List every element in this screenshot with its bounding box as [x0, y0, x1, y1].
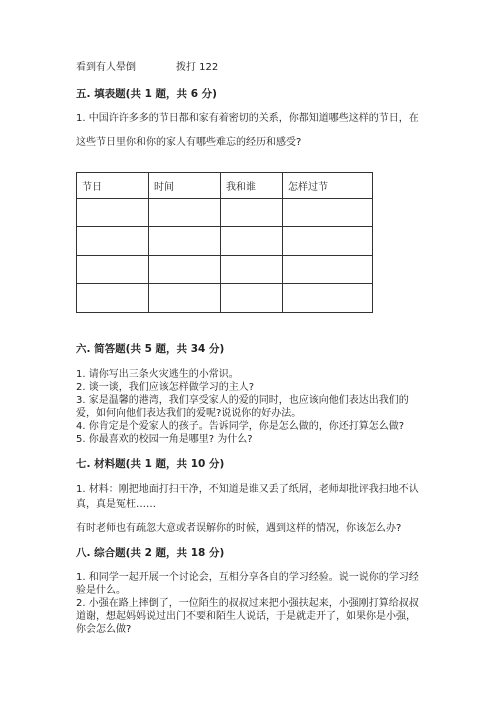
table-cell[interactable]: [221, 227, 283, 255]
table-row: [77, 227, 373, 255]
table-cell[interactable]: [283, 255, 373, 283]
table-cell[interactable]: [283, 199, 373, 227]
section5-question-line1: 1. 中国许许多多的节日都和家有着密切的关系，你都知道哪些这样的节日，在: [76, 113, 419, 124]
question-line: 5. 你最喜欢的校园一角是哪里? 为什么?: [76, 434, 253, 445]
table-row: [77, 284, 373, 312]
table-row: [77, 199, 373, 227]
table-cell[interactable]: [149, 255, 221, 283]
material-line: 1. 材料：刚把地面打扫干净，不知道是谁又丢了纸屑，老师却批评我扫地不认: [76, 484, 419, 495]
question-line: 爱，如何向他们表达我们的爱呢?说说你的好办法。: [76, 408, 302, 419]
table-cell[interactable]: [283, 227, 373, 255]
table-cell[interactable]: [149, 284, 221, 312]
table-cell[interactable]: [221, 199, 283, 227]
question-line: 1. 和同学一起开展一个讨论会，互相分享各自的学习经验。说一说你的学习经: [76, 572, 419, 583]
table-cell[interactable]: [221, 284, 283, 312]
question-line: 验是什么。: [76, 585, 126, 596]
table-cell[interactable]: [77, 227, 149, 255]
section7-material: [76, 483, 419, 511]
section7-heading: 七. 材料题(共 1 题，共 10 分): [76, 458, 225, 470]
table-row: [77, 255, 373, 283]
top-line-left: 看到有人晕倒: [76, 62, 136, 73]
question-line: 2. 小强在路上摔倒了，一位陌生的叔叔过来把小强扶起来，小强刚打算给叔叔: [76, 598, 419, 609]
section5-question-line2: 这些节日里你和你的家人有哪些难忘的经历和感受?: [76, 137, 302, 148]
section8-heading: 八. 综合题(共 2 题，共 18 分): [76, 547, 225, 559]
question-line: 3. 家是温馨的港湾，我们享受家人的爱的同时，也应该向他们表达出我们的: [76, 395, 409, 406]
table-cell[interactable]: [77, 255, 149, 283]
section8-questions: [76, 571, 419, 636]
table-header-cell: 时间: [149, 173, 221, 199]
holiday-table: [76, 172, 373, 313]
table-cell[interactable]: [149, 199, 221, 227]
table-header-cell: 节日: [77, 173, 149, 199]
question-line: 道谢，想起妈妈说过出门不要和陌生人说话，于是就走开了，如果你是小强，: [76, 611, 416, 622]
table-header-cell: 怎样过节: [283, 173, 373, 199]
question-line: 你会怎么做?: [76, 624, 132, 635]
section6-heading: 六. 简答题(共 5 题，共 34 分): [76, 343, 225, 355]
top-line-right: 拨打 122: [176, 62, 219, 73]
table-header-cell: 我和谁: [221, 173, 283, 199]
section5-heading: 五. 填表题(共 1 题，共 6 分): [76, 88, 217, 100]
table-cell[interactable]: [149, 227, 221, 255]
question-line: 4. 你肯定是个爱家人的孩子。告诉同学，你是怎么做的，你还打算怎么做?: [76, 421, 405, 432]
table-cell[interactable]: [283, 284, 373, 312]
table-cell[interactable]: [77, 284, 149, 312]
section6-questions: [76, 368, 409, 446]
section7-question: 有时老师也有疏忽大意或者误解你的时候，遇到这样的情况，你该怎么办?: [76, 523, 402, 534]
table-cell[interactable]: [77, 199, 149, 227]
material-line: 真，真是冤枉……: [76, 499, 156, 510]
table-header-row: [77, 173, 373, 199]
question-line: 2. 谈一谈，我们应该怎样做学习的主人?: [76, 382, 255, 393]
table-cell[interactable]: [221, 255, 283, 283]
question-line: 1. 请你写出三条火灾逃生的小常识。: [76, 369, 239, 380]
